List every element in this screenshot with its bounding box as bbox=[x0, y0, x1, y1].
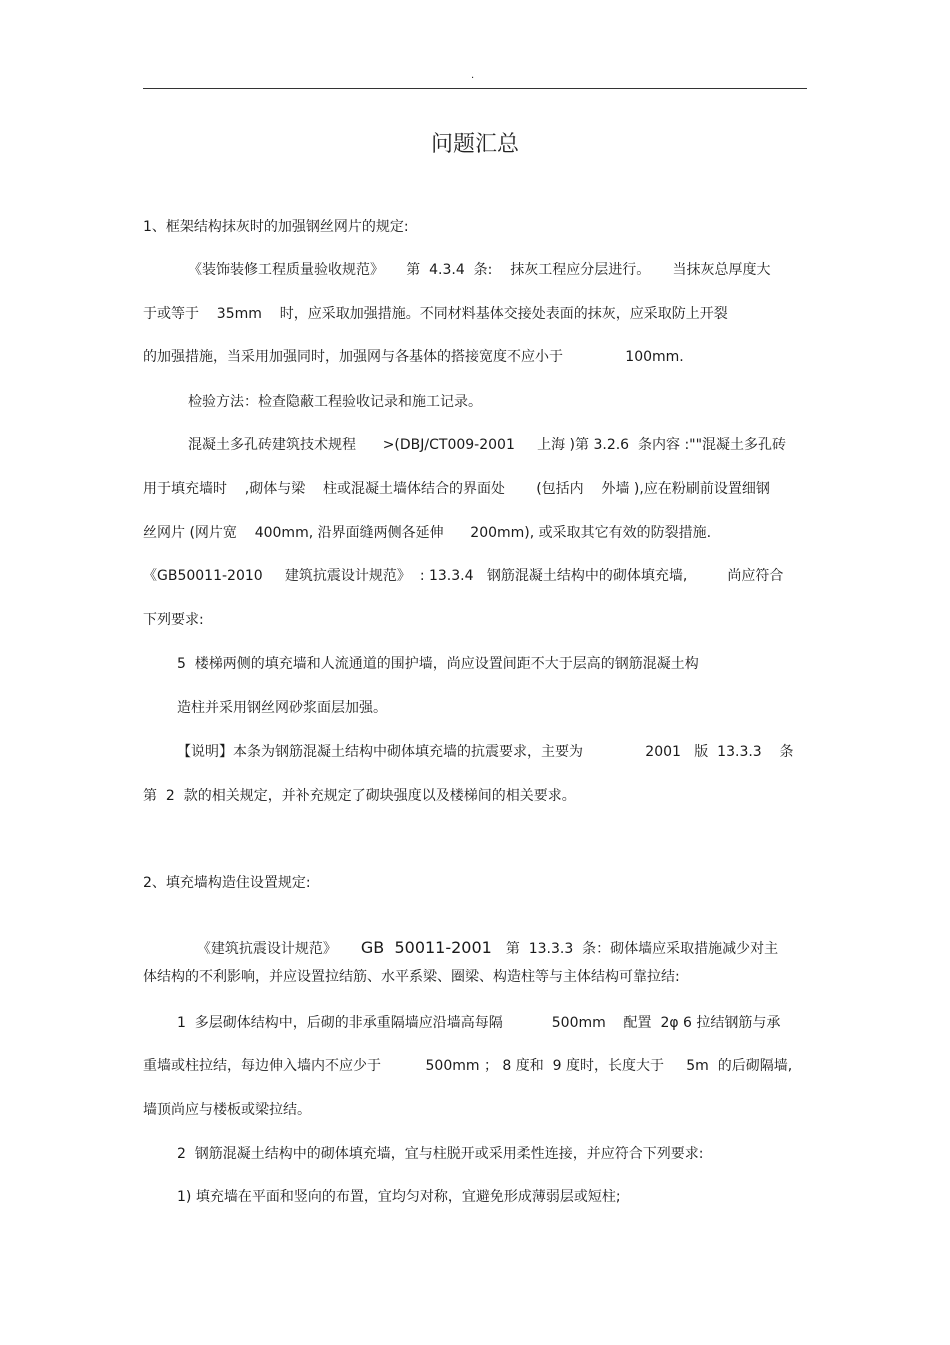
paragraph-line: 检验方法：检查隐蔽工程验收记录和施工记录。 bbox=[188, 394, 482, 410]
paragraph-line: 5 楼梯两侧的填充墙和人流通道的围护墙，尚应设置间距不大于层高的钢筋混凝土构 bbox=[177, 656, 699, 672]
paragraph-line: 《GB50011-2010 建筑抗震设计规范》 : 13.3.4 钢筋混凝土结构中的砌体填充墙, 尚应符合 bbox=[143, 568, 784, 584]
page-marker: . bbox=[471, 70, 475, 81]
standard-code: GB 50011-2001 bbox=[360, 938, 492, 957]
clause-text: 第 13.3.3 条：砌体墙应采取措施减少对主 bbox=[505, 941, 779, 957]
paragraph-line: 体结构的不利影响，并应设置拉结筋、水平系梁、圈梁、构造柱等与主体结构可靠拉结: bbox=[143, 969, 680, 985]
paragraph-line bbox=[188, 918, 778, 959]
paragraph-line: 造柱并采用钢丝网砂浆面层加强。 bbox=[177, 700, 387, 716]
paragraph-line: 2 钢筋混凝土结构中的砌体填充墙，宜与柱脱开或采用柔性连接，并应符合下列要求: bbox=[177, 1146, 704, 1162]
paragraph-line: 【说明】本条为钢筋混凝土结构中砌体填充墙的抗震要求，主要为 2001 版 13.3.3 条 bbox=[177, 744, 794, 760]
paragraph-line: 于或等于 35mm 时，应采取加强措施。不同材料基体交接处表面的抹灰，应采取防上开裂 bbox=[143, 306, 728, 322]
section-2-heading: 2、填充墙构造住设置规定: bbox=[143, 875, 311, 891]
header-rule bbox=[143, 88, 807, 89]
paragraph-line: 的加强措施，当采用加强同时，加强网与各基体的搭接宽度不应小于 100mm. bbox=[143, 349, 684, 365]
paragraph-line: 混凝土多孔砖建筑技术规程 >(DBJ/CT009-2001 上海 )第 3.2.6 条内容 :""混凝土多孔砖 bbox=[188, 437, 787, 453]
paragraph-line: 丝网片 (网片宽 400mm, 沿界面缝两侧各延伸 200mm), 或采取其它有效的防裂措施. bbox=[143, 525, 712, 541]
paragraph-line: 1) 填充墙在平面和竖向的布置，宜均匀对称，宜避免形成薄弱层或短柱; bbox=[177, 1189, 621, 1205]
page-title: 问题汇总 bbox=[430, 132, 519, 157]
paragraph-line: 用于填充墙时 ,砌体与梁 柱或混凝土墙体结合的界面处 (包括内 外墙 ),应在粉刷前设置细钢 bbox=[143, 481, 770, 497]
paragraph-line: 第 2 款的相关规定，并补充规定了砌块强度以及楼梯间的相关要求。 bbox=[143, 788, 576, 804]
standard-name: 《建筑抗震设计规范》 bbox=[196, 941, 337, 957]
paragraph-line: 墙顶尚应与楼板或梁拉结。 bbox=[143, 1102, 311, 1118]
paragraph-line: 重墙或柱拉结，每边伸入墙内不应少于 500mm ； 8 度和 9 度时，长度大于 5m 的后砌隔墙, bbox=[143, 1058, 793, 1074]
section-1-heading: 1、框架结构抹灰时的加强钢丝网片的规定: bbox=[143, 219, 409, 235]
paragraph-line: 1 多层砌体结构中，后砌的非承重隔墙应沿墙高每隔 500mm 配置 2φ 6 拉结钢筋与承 bbox=[177, 1015, 781, 1031]
paragraph-line: 《装饰装修工程质量验收规范》 第 4.3.4 条: 抹灰工程应分层进行。 当抹灰总厚度大 bbox=[188, 262, 771, 278]
paragraph-line: 下列要求: bbox=[143, 612, 204, 628]
